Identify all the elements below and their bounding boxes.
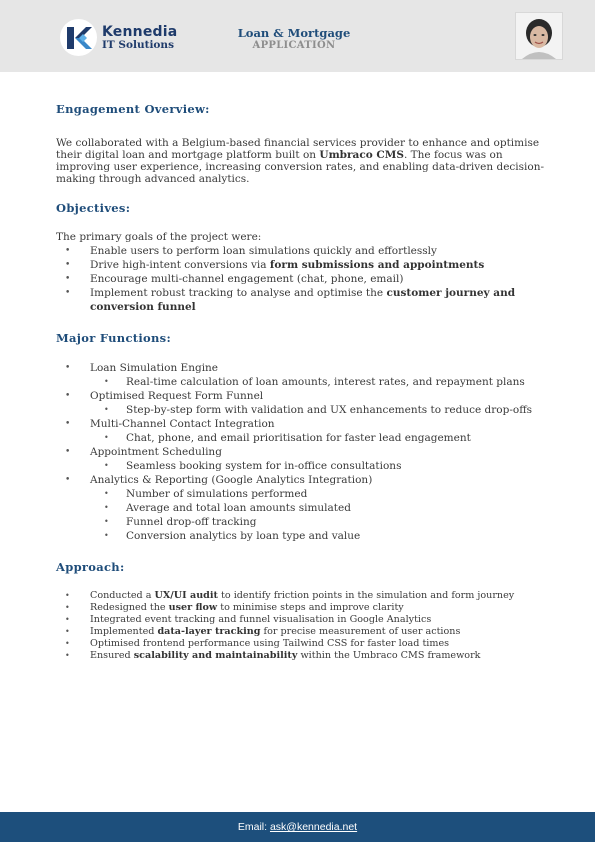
sub-list-item: • Average and total loan amounts simulated — [56, 501, 546, 515]
list-item: • Drive high-intent conversions via form submissions and appointments — [56, 258, 546, 272]
brand-name: Kennedia — [102, 24, 178, 40]
document-body — [56, 102, 546, 662]
list-item: • Implemented data-layer tracking for precise measurement of user actions — [56, 626, 546, 638]
document-title: Loan & Mortgage — [237, 26, 351, 40]
objectives-heading: Objectives: — [56, 201, 131, 215]
functions-list — [56, 361, 546, 543]
sub-list-item: • Seamless booking system for in-office consultations — [56, 459, 546, 473]
list-item: • Multi-Channel Contact Integration — [56, 417, 546, 431]
page-header — [0, 0, 595, 72]
page-footer — [0, 812, 595, 842]
list-item: • Analytics & Reporting (Google Analytics Integration) — [56, 473, 546, 487]
sub-list-item: • Number of simulations performed — [56, 487, 546, 501]
list-item: • Optimised Request Form Funnel — [56, 389, 546, 403]
list-item: • Encourage multi-channel engagement (chat, phone, email) — [56, 272, 546, 286]
brand-tagline: IT Solutions — [102, 39, 174, 51]
email-link[interactable]: ask@kennedia.net — [269, 821, 358, 833]
list-item: • Implement robust tracking to analyse and optimise the customer journey and conversion funnel — [56, 286, 546, 314]
overview-heading: Engagement Overview: — [56, 102, 210, 116]
sub-list-item: • Conversion analytics by loan type and value — [56, 529, 546, 543]
email-label: Email: — [237, 821, 270, 833]
list-item: • Loan Simulation Engine — [56, 361, 546, 375]
sub-list-item: • Real-time calculation of loan amounts, interest rates, and repayment plans — [56, 375, 546, 389]
approach-heading: Approach: — [56, 560, 125, 574]
list-item: • Optimised frontend performance using Tailwind CSS for faster load times — [56, 638, 546, 650]
functions-heading: Major Functions: — [56, 331, 171, 345]
list-item: • Conducted a UX/UI audit to identify friction points in the simulation and form journey — [56, 590, 546, 602]
list-item: • Enable users to perform loan simulations quickly and effortlessly — [56, 244, 546, 258]
approach-list — [56, 590, 546, 662]
list-item: • Integrated event tracking and funnel visualisation in Google Analytics — [56, 614, 546, 626]
objectives-list — [56, 244, 546, 314]
list-item: • Redesigned the user flow to minimise steps and improve clarity — [56, 602, 546, 614]
footer-contact — [0, 821, 595, 833]
document-subtitle: APPLICATION — [252, 40, 336, 51]
list-item: • Appointment Scheduling — [56, 445, 546, 459]
list-item: • Ensured scalability and maintainability within the Umbraco CMS framework — [56, 650, 546, 662]
sub-list-item: • Funnel drop-off tracking — [56, 515, 546, 529]
profile-photo — [515, 12, 563, 60]
objectives-intro: The primary goals of the project were: — [56, 231, 262, 243]
kennedia-logo-icon — [65, 25, 93, 51]
sub-list-item: • Chat, phone, and email prioritisation for faster lead engagement — [56, 431, 546, 445]
sub-list-item: • Step-by-step form with validation and UX enhancements to reduce drop-offs — [56, 403, 546, 417]
overview-paragraph: We collaborated with a Belgium-based financial services provider to enhance and optimise their digital loan and mortgage platform built on Umbraco CMS. The focus was on improving user experience, increasing conversion rates, and enabling data-driven decision-making through advanced analytics. — [56, 137, 545, 185]
